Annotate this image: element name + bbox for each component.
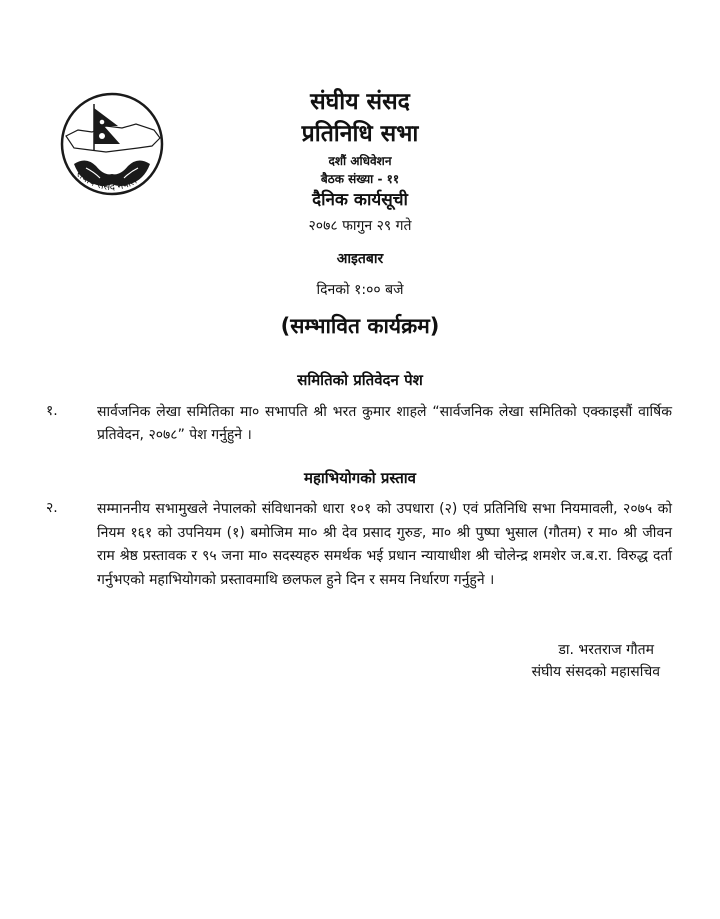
signatory-name: डा. भरतराज गौतम [558,642,654,658]
weekday: आइतबार [336,251,384,267]
session-label: दशौं अधिवेशन [328,154,392,168]
emblem-arc-text: संघीय संसद नेपाल [73,168,139,194]
signatory-title: संघीय संसदको महासचिव [531,664,660,680]
agenda-item-text: सार्वजनिक लेखा समितिका मा० सभापति श्री भरत कुमार शाहले “सार्वजनिक लेखा समितिको एक्काइसौं वार्षिक प्रतिवेदन, २०७८” पेश गर्नुहुने । [97,404,672,443]
agenda-item-text: सम्माननीय सभामुखले नेपालको संविधानको धारा १०१ को उपधारा (२) एवं प्रतिनिधि सभा नियमावली, २०७५ को नियम १६१ को उपनियम (१) बमोजिम मा० श्री देव प्रसाद गुरुङ, मा० श्री पुष्पा भुसाल (गौतम) र मा० श्री जीवन राम श्रेष्ठ प्रस्तावक र ९५ जना मा० सदस्यहरु समर्थक भई प्रधान न्यायाधीश श्री चोलेन्द्र शमशेर ज.ब.रा. विरुद्ध दर्ता गर्नुभएको महाभियोगको प्रस्तावमाथि छलफल हुने दिन र समय निर्धारण गर्नुहुने । [97,501,672,588]
meeting-number: बैठक संख्या - ११ [320,172,400,186]
parliament-title: संघीय संसद [310,89,410,115]
section-heading: महाभियोगको प्रस्ताव [303,469,417,487]
program-title: (सम्भावित कार्यक्रम) [280,314,440,338]
house-name: प्रतिनिधि सभा [301,121,419,147]
section-heading: समितिको प्रतिवेदन पेश [297,371,423,389]
document-type: दैनिक कार्यसूची [312,190,408,210]
item-number: १. [46,403,58,419]
agenda-date: २०७८ फागुन २९ गते [308,218,412,234]
item-number: २. [46,500,58,516]
meeting-time: दिनको १:०० बजे [316,282,404,298]
